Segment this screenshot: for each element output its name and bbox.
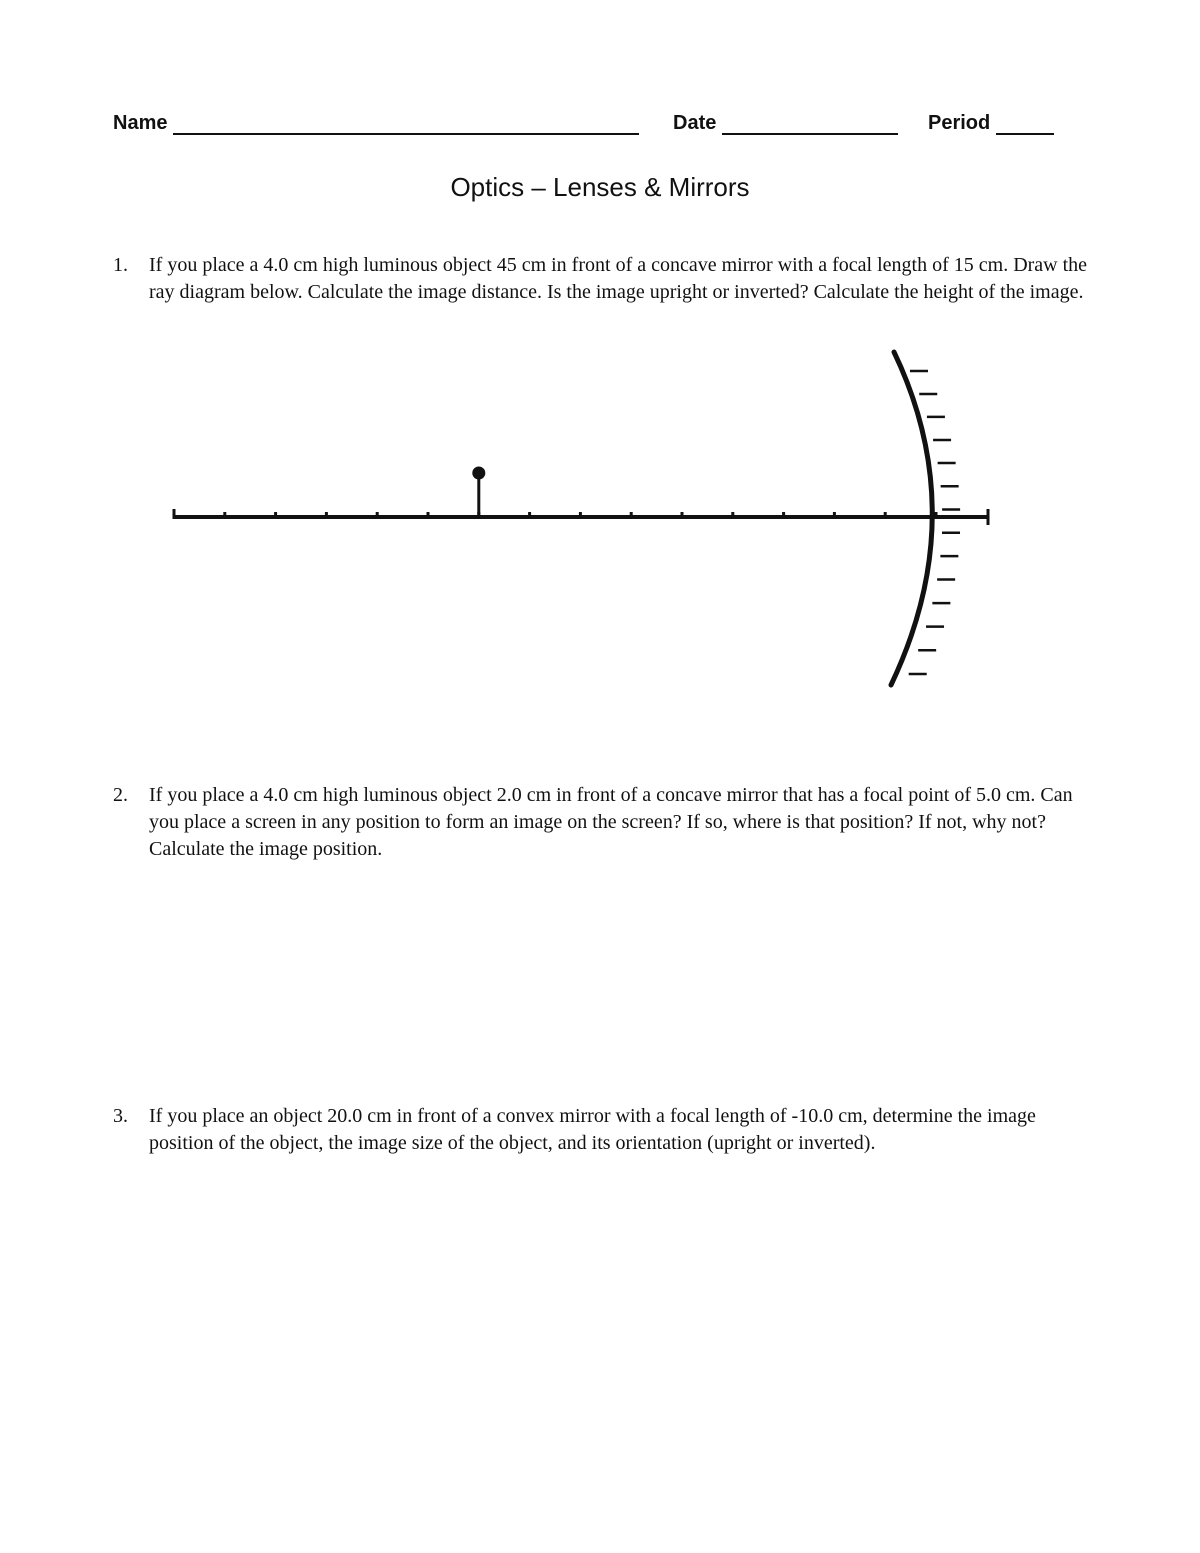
- name-field[interactable]: [113, 112, 639, 135]
- question-2: [113, 782, 1093, 863]
- question-2-text: If you place a 4.0 cm high luminous object 2.0 cm in front of a concave mirror that has a focal point of 5.0 cm. Can you place a screen in any position to form an image on the screen? If so, where is that position? If not, why not? Calculate the image position.: [149, 784, 1073, 860]
- question-3: [113, 1103, 1093, 1157]
- date-field[interactable]: [673, 112, 898, 135]
- period-label: Period: [928, 112, 991, 134]
- question-3-text: If you place an object 20.0 cm in front of a convex mirror with a focal length of -10.0 cm, determine the image position of the object, the image size of the object, and its orientation (upright or inverted).: [149, 1105, 1036, 1154]
- date-blank-line[interactable]: [722, 113, 898, 135]
- name-blank-line[interactable]: [173, 113, 639, 135]
- date-label: Date: [673, 112, 717, 134]
- ray-diagram: [160, 345, 1000, 690]
- question-3-number: 3.: [113, 1105, 128, 1127]
- page-title: Optics – Lenses & Mirrors: [450, 172, 750, 202]
- student-info-header: [0, 112, 1200, 146]
- period-blank-line[interactable]: [996, 113, 1054, 135]
- question-1-text: If you place a 4.0 cm high luminous object 45 cm in front of a concave mirror with a focal length of 15 cm. Draw the ray diagram below. Calculate the image distance. Is the image upright or inverted? Calculate the height of the image.: [149, 254, 1088, 303]
- object-tip: [472, 467, 485, 480]
- question-2-number: 2.: [113, 784, 128, 806]
- name-label: Name: [113, 112, 168, 134]
- question-1: [113, 252, 1093, 306]
- question-1-number: 1.: [113, 254, 128, 276]
- period-field[interactable]: [928, 112, 1054, 135]
